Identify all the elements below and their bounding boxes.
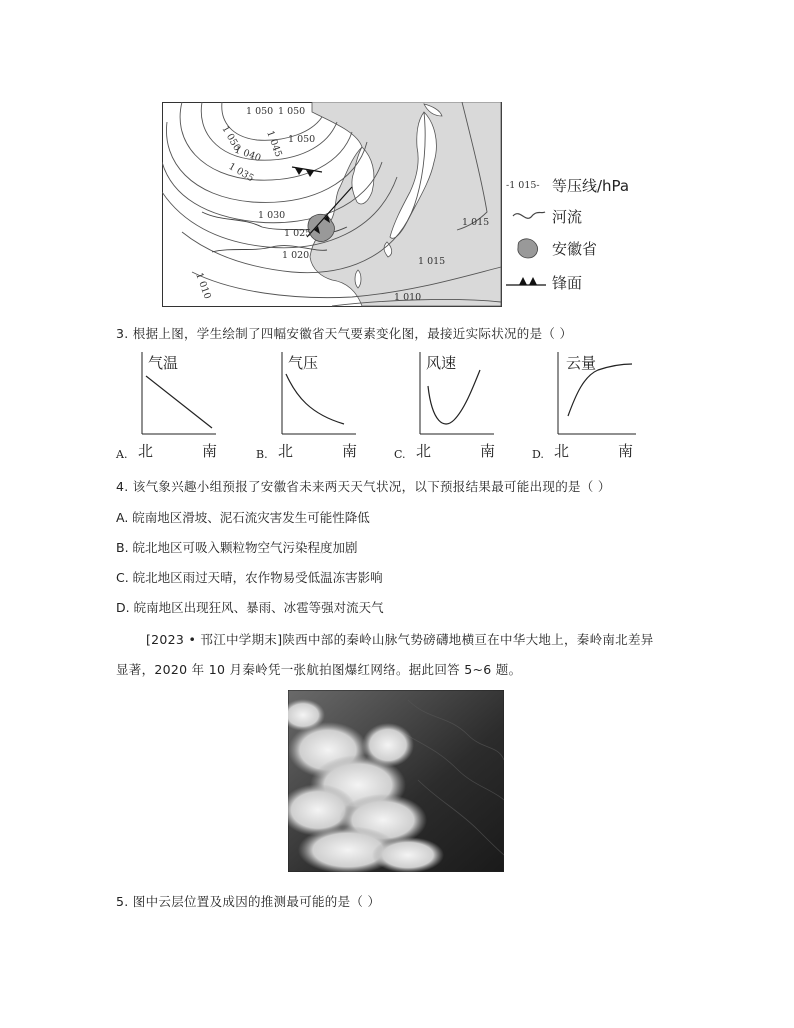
option-chart-b[interactable] bbox=[256, 348, 356, 463]
chart-a-x-right: 南 bbox=[202, 442, 218, 460]
chart-b-letter: B. bbox=[256, 448, 268, 461]
trend-line bbox=[428, 370, 480, 424]
isobar-label: 1 050 bbox=[246, 106, 274, 117]
isobar-label: 1 045 bbox=[264, 129, 284, 159]
legend-river-label: 河流 bbox=[552, 208, 583, 226]
isobar-label: 1 050 bbox=[219, 124, 243, 154]
legend-province-label: 安徽省 bbox=[552, 240, 598, 258]
chart-a-ylabel: 气温 bbox=[148, 354, 179, 372]
question-4-option-b[interactable]: B. 皖北地区可吸入颗粒物空气污染程度加剧 bbox=[116, 540, 358, 555]
chart-d-ylabel: 云量 bbox=[566, 354, 597, 372]
passage-line-1: [2023 • 邗江中学期末]陕西中部的秦岭山脉气势磅礴地横亘在中华大地上，秦岭南北差异 bbox=[146, 632, 654, 647]
isobar-label: 1 040 bbox=[232, 144, 263, 165]
question-4-option-d[interactable]: D. 皖南地区出现狂风、暴雨、冰雹等强对流天气 bbox=[116, 600, 384, 615]
isobar-label: 1 030 bbox=[258, 210, 286, 221]
question-3-stem: 3. 根据上图，学生绘制了四幅安徽省天气要素变化图，最接近实际状况的是（ ） bbox=[116, 326, 573, 341]
legend-isobar-label: 等压线/hPa bbox=[552, 177, 630, 195]
chart-b-x-right: 南 bbox=[342, 442, 358, 460]
option-chart-d[interactable] bbox=[532, 348, 642, 463]
chart-b-ylabel: 气压 bbox=[288, 354, 319, 372]
legend-front-label: 锋面 bbox=[552, 274, 583, 292]
option-chart-c[interactable] bbox=[394, 348, 494, 463]
chart-c-x-left: 北 bbox=[416, 442, 432, 460]
question-5-stem: 5. 图中云层位置及成因的推测最可能的是（ ） bbox=[116, 894, 381, 909]
anhui-legend-icon bbox=[514, 236, 542, 260]
isobar-label: 1 015 bbox=[462, 217, 490, 228]
isobar-label: 1 035 bbox=[226, 161, 256, 185]
isobar-label: 1 020 bbox=[282, 250, 310, 261]
chart-d-x-right: 南 bbox=[618, 442, 634, 460]
chart-d-x-left: 北 bbox=[554, 442, 570, 460]
chart-c-x-right: 南 bbox=[480, 442, 496, 460]
river-legend-icon bbox=[512, 208, 546, 224]
map-legend bbox=[506, 172, 646, 298]
passage-line-2: 显著，2020 年 10 月秦岭凭一张航拍图爆红网络。据此回答 5~6 题。 bbox=[116, 662, 522, 677]
chart-d-letter: D. bbox=[532, 448, 544, 461]
isobar-label: 1 025 bbox=[284, 228, 312, 239]
qinling-aerial-photo bbox=[288, 690, 504, 872]
chart-c-letter: C. bbox=[394, 448, 406, 461]
front-legend-icon bbox=[506, 274, 546, 288]
trend-line bbox=[146, 376, 212, 428]
isobar-label: 1 050 bbox=[278, 106, 306, 117]
isobar-label: 1 010 bbox=[193, 271, 213, 301]
isobar-label: 1 010 bbox=[394, 292, 422, 303]
weather-map bbox=[162, 102, 502, 307]
question-4-stem: 4. 该气象兴趣小组预报了安徽省未来两天天气状况，以下预报结果最可能出现的是（ ） bbox=[116, 479, 611, 494]
isobar-label: 1 015 bbox=[418, 256, 446, 267]
taiwan-land bbox=[355, 270, 361, 288]
question-4-option-a[interactable]: A. 皖南地区滑坡、泥石流灾害发生可能性降低 bbox=[116, 510, 370, 525]
isobar-label: 1 050 bbox=[288, 134, 316, 145]
chart-c-ylabel: 风速 bbox=[426, 354, 457, 372]
legend-isobar-sample: -1 015- bbox=[506, 180, 540, 191]
chart-a-letter: A. bbox=[116, 448, 128, 461]
question-4-option-c[interactable]: C. 皖北地区雨过天晴，农作物易受低温冻害影响 bbox=[116, 570, 383, 585]
chart-a-x-left: 北 bbox=[138, 442, 154, 460]
trend-line bbox=[286, 374, 344, 424]
isobar-map-svg bbox=[162, 102, 502, 307]
chart-b-x-left: 北 bbox=[278, 442, 294, 460]
option-chart-a[interactable] bbox=[116, 348, 216, 463]
